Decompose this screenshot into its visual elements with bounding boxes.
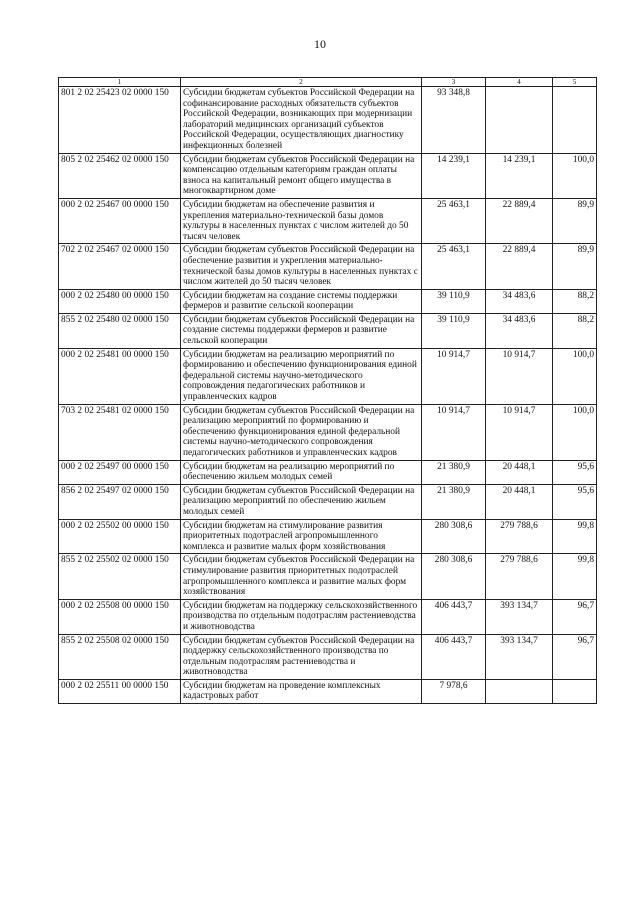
percent-cell	[553, 679, 597, 703]
description-cell: Субсидии бюджетам субъектов Российской Федерации на компенсацию отдельным категориям граждан оплаты взноса на капитальный ремонт общего имущества в многоквартирном доме	[181, 153, 422, 198]
code-cell: 856 2 02 25497 02 0000 150	[59, 484, 181, 519]
percent-cell: 100,0	[553, 153, 597, 198]
table-row	[59, 244, 597, 289]
plan-cell: 280 308,6	[422, 519, 486, 554]
actual-cell: 393 134,7	[486, 599, 553, 634]
page-number: 10	[314, 37, 326, 51]
percent-cell: 88,2	[553, 289, 597, 313]
description-cell: Субсидии бюджетам на обеспечение развития и укрепления материально-технической базы домов культуры в населенных пунктах с числом жителей до 50 тысяч человек	[181, 198, 422, 243]
table-row	[59, 634, 597, 679]
description-cell: Субсидии бюджетам на проведение комплексных кадастровых работ	[181, 679, 422, 703]
table-row	[59, 404, 597, 460]
plan-cell: 10 914,7	[422, 404, 486, 460]
actual-cell: 34 483,6	[486, 289, 553, 313]
plan-cell: 39 110,9	[422, 289, 486, 313]
percent-cell: 89,9	[553, 198, 597, 243]
description-cell: Субсидии бюджетам субъектов Российской Федерации на софинансирование расходных обязательств субъектов Российской Федерации, возникающих при модернизации лабораторий медицинских организаций субъектов Российской Федерации, осуществляющих диагностику инфекционных болезней	[181, 87, 422, 154]
table-row	[59, 348, 597, 404]
plan-cell: 406 443,7	[422, 599, 486, 634]
table-row	[59, 198, 597, 243]
actual-cell: 393 134,7	[486, 634, 553, 679]
description-cell: Субсидии бюджетам субъектов Российской Федерации на создание системы поддержки фермеров и развитие сельской кооперации	[181, 313, 422, 348]
code-cell: 855 2 02 25502 02 0000 150	[59, 554, 181, 599]
code-cell: 000 2 02 25467 00 0000 150	[59, 198, 181, 243]
plan-cell: 21 380,9	[422, 460, 486, 484]
code-cell: 801 2 02 25423 02 0000 150	[59, 87, 181, 154]
percent-cell	[553, 87, 597, 154]
table-body	[59, 87, 597, 704]
table-row	[59, 289, 597, 313]
code-cell: 855 2 02 25480 02 0000 150	[59, 313, 181, 348]
code-cell: 702 2 02 25467 02 0000 150	[59, 244, 181, 289]
description-cell: Субсидии бюджетам субъектов Российской Федерации на обеспечение развития и укрепления материально-технической базы домов культуры в населенных пунктах с числом жителей до 50 тысяч человек	[181, 244, 422, 289]
description-cell: Субсидии бюджетам на стимулирование развития приоритетных подотраслей агропромышленного комплекса и развитие малых форм хозяйствования	[181, 519, 422, 554]
header-row	[59, 78, 597, 87]
plan-cell: 25 463,1	[422, 198, 486, 243]
plan-cell: 10 914,7	[422, 348, 486, 404]
table-row	[59, 519, 597, 554]
actual-cell: 10 914,7	[486, 348, 553, 404]
code-cell: 000 2 02 25508 00 0000 150	[59, 599, 181, 634]
percent-cell: 89,9	[553, 244, 597, 289]
code-cell: 805 2 02 25462 02 0000 150	[59, 153, 181, 198]
percent-cell: 96,7	[553, 599, 597, 634]
description-cell: Субсидии бюджетам субъектов Российской Федерации на реализацию мероприятий по формированию и обеспечению функционирования единой федеральной системы научно-методического сопровождения педагогических работников и управленческих кадров	[181, 404, 422, 460]
table-row	[59, 153, 597, 198]
plan-cell: 93 348,8	[422, 87, 486, 154]
actual-cell: 279 788,6	[486, 519, 553, 554]
actual-cell: 34 483,6	[486, 313, 553, 348]
table-row	[59, 679, 597, 703]
percent-cell: 99,8	[553, 554, 597, 599]
column-header-plan: 3	[422, 78, 486, 87]
actual-cell	[486, 679, 553, 703]
description-cell: Субсидии бюджетам субъектов Российской Федерации на поддержку сельскохозяйственного производства по отдельным подотраслям растениеводства и животноводства	[181, 634, 422, 679]
table-row	[59, 599, 597, 634]
description-cell: Субсидии бюджетам субъектов Российской Федерации на стимулирование развития приоритетных подотраслей агропромышленного комплекса и развитие малых форм хозяйствования	[181, 554, 422, 599]
actual-cell: 14 239,1	[486, 153, 553, 198]
plan-cell: 406 443,7	[422, 634, 486, 679]
percent-cell: 96,7	[553, 634, 597, 679]
description-cell: Субсидии бюджетам на реализацию мероприятий по формированию и обеспечению функционирования единой федеральной системы научно-методического сопровождения педагогических работников и управленческих кадров	[181, 348, 422, 404]
table-row	[59, 87, 597, 154]
description-cell: Субсидии бюджетам на создание системы поддержки фермеров и развитие сельской кооперации	[181, 289, 422, 313]
code-cell: 855 2 02 25508 02 0000 150	[59, 634, 181, 679]
plan-cell: 25 463,1	[422, 244, 486, 289]
actual-cell: 22 889,4	[486, 244, 553, 289]
actual-cell: 20 448,1	[486, 460, 553, 484]
table-row	[59, 484, 597, 519]
code-cell: 000 2 02 25511 00 0000 150	[59, 679, 181, 703]
column-header-code: 1	[59, 78, 181, 87]
code-cell: 000 2 02 25502 00 0000 150	[59, 519, 181, 554]
budget-table	[58, 77, 597, 704]
actual-cell: 279 788,6	[486, 554, 553, 599]
code-cell: 703 2 02 25481 02 0000 150	[59, 404, 181, 460]
actual-cell: 22 889,4	[486, 198, 553, 243]
table-row	[59, 460, 597, 484]
actual-cell: 20 448,1	[486, 484, 553, 519]
table-row	[59, 313, 597, 348]
code-cell: 000 2 02 25480 00 0000 150	[59, 289, 181, 313]
code-cell: 000 2 02 25481 00 0000 150	[59, 348, 181, 404]
actual-cell: 10 914,7	[486, 404, 553, 460]
percent-cell: 95,6	[553, 484, 597, 519]
description-cell: Субсидии бюджетам на поддержку сельскохозяйственного производства по отдельным подотраслям растениеводства и животноводства	[181, 599, 422, 634]
column-header-name: 2	[181, 78, 422, 87]
percent-cell: 99,8	[553, 519, 597, 554]
percent-cell: 100,0	[553, 404, 597, 460]
plan-cell: 39 110,9	[422, 313, 486, 348]
description-cell: Субсидии бюджетам субъектов Российской Федерации на реализацию мероприятий по обеспечению жильем молодых семей	[181, 484, 422, 519]
percent-cell: 95,6	[553, 460, 597, 484]
plan-cell: 21 380,9	[422, 484, 486, 519]
column-header-actual: 4	[486, 78, 553, 87]
table-row	[59, 554, 597, 599]
percent-cell: 100,0	[553, 348, 597, 404]
percent-cell: 88,2	[553, 313, 597, 348]
column-header-percent: 5	[553, 78, 597, 87]
plan-cell: 280 308,6	[422, 554, 486, 599]
plan-cell: 14 239,1	[422, 153, 486, 198]
code-cell: 000 2 02 25497 00 0000 150	[59, 460, 181, 484]
plan-cell: 7 978,6	[422, 679, 486, 703]
actual-cell	[486, 87, 553, 154]
description-cell: Субсидии бюджетам на реализацию мероприятий по обеспечению жильем молодых семей	[181, 460, 422, 484]
